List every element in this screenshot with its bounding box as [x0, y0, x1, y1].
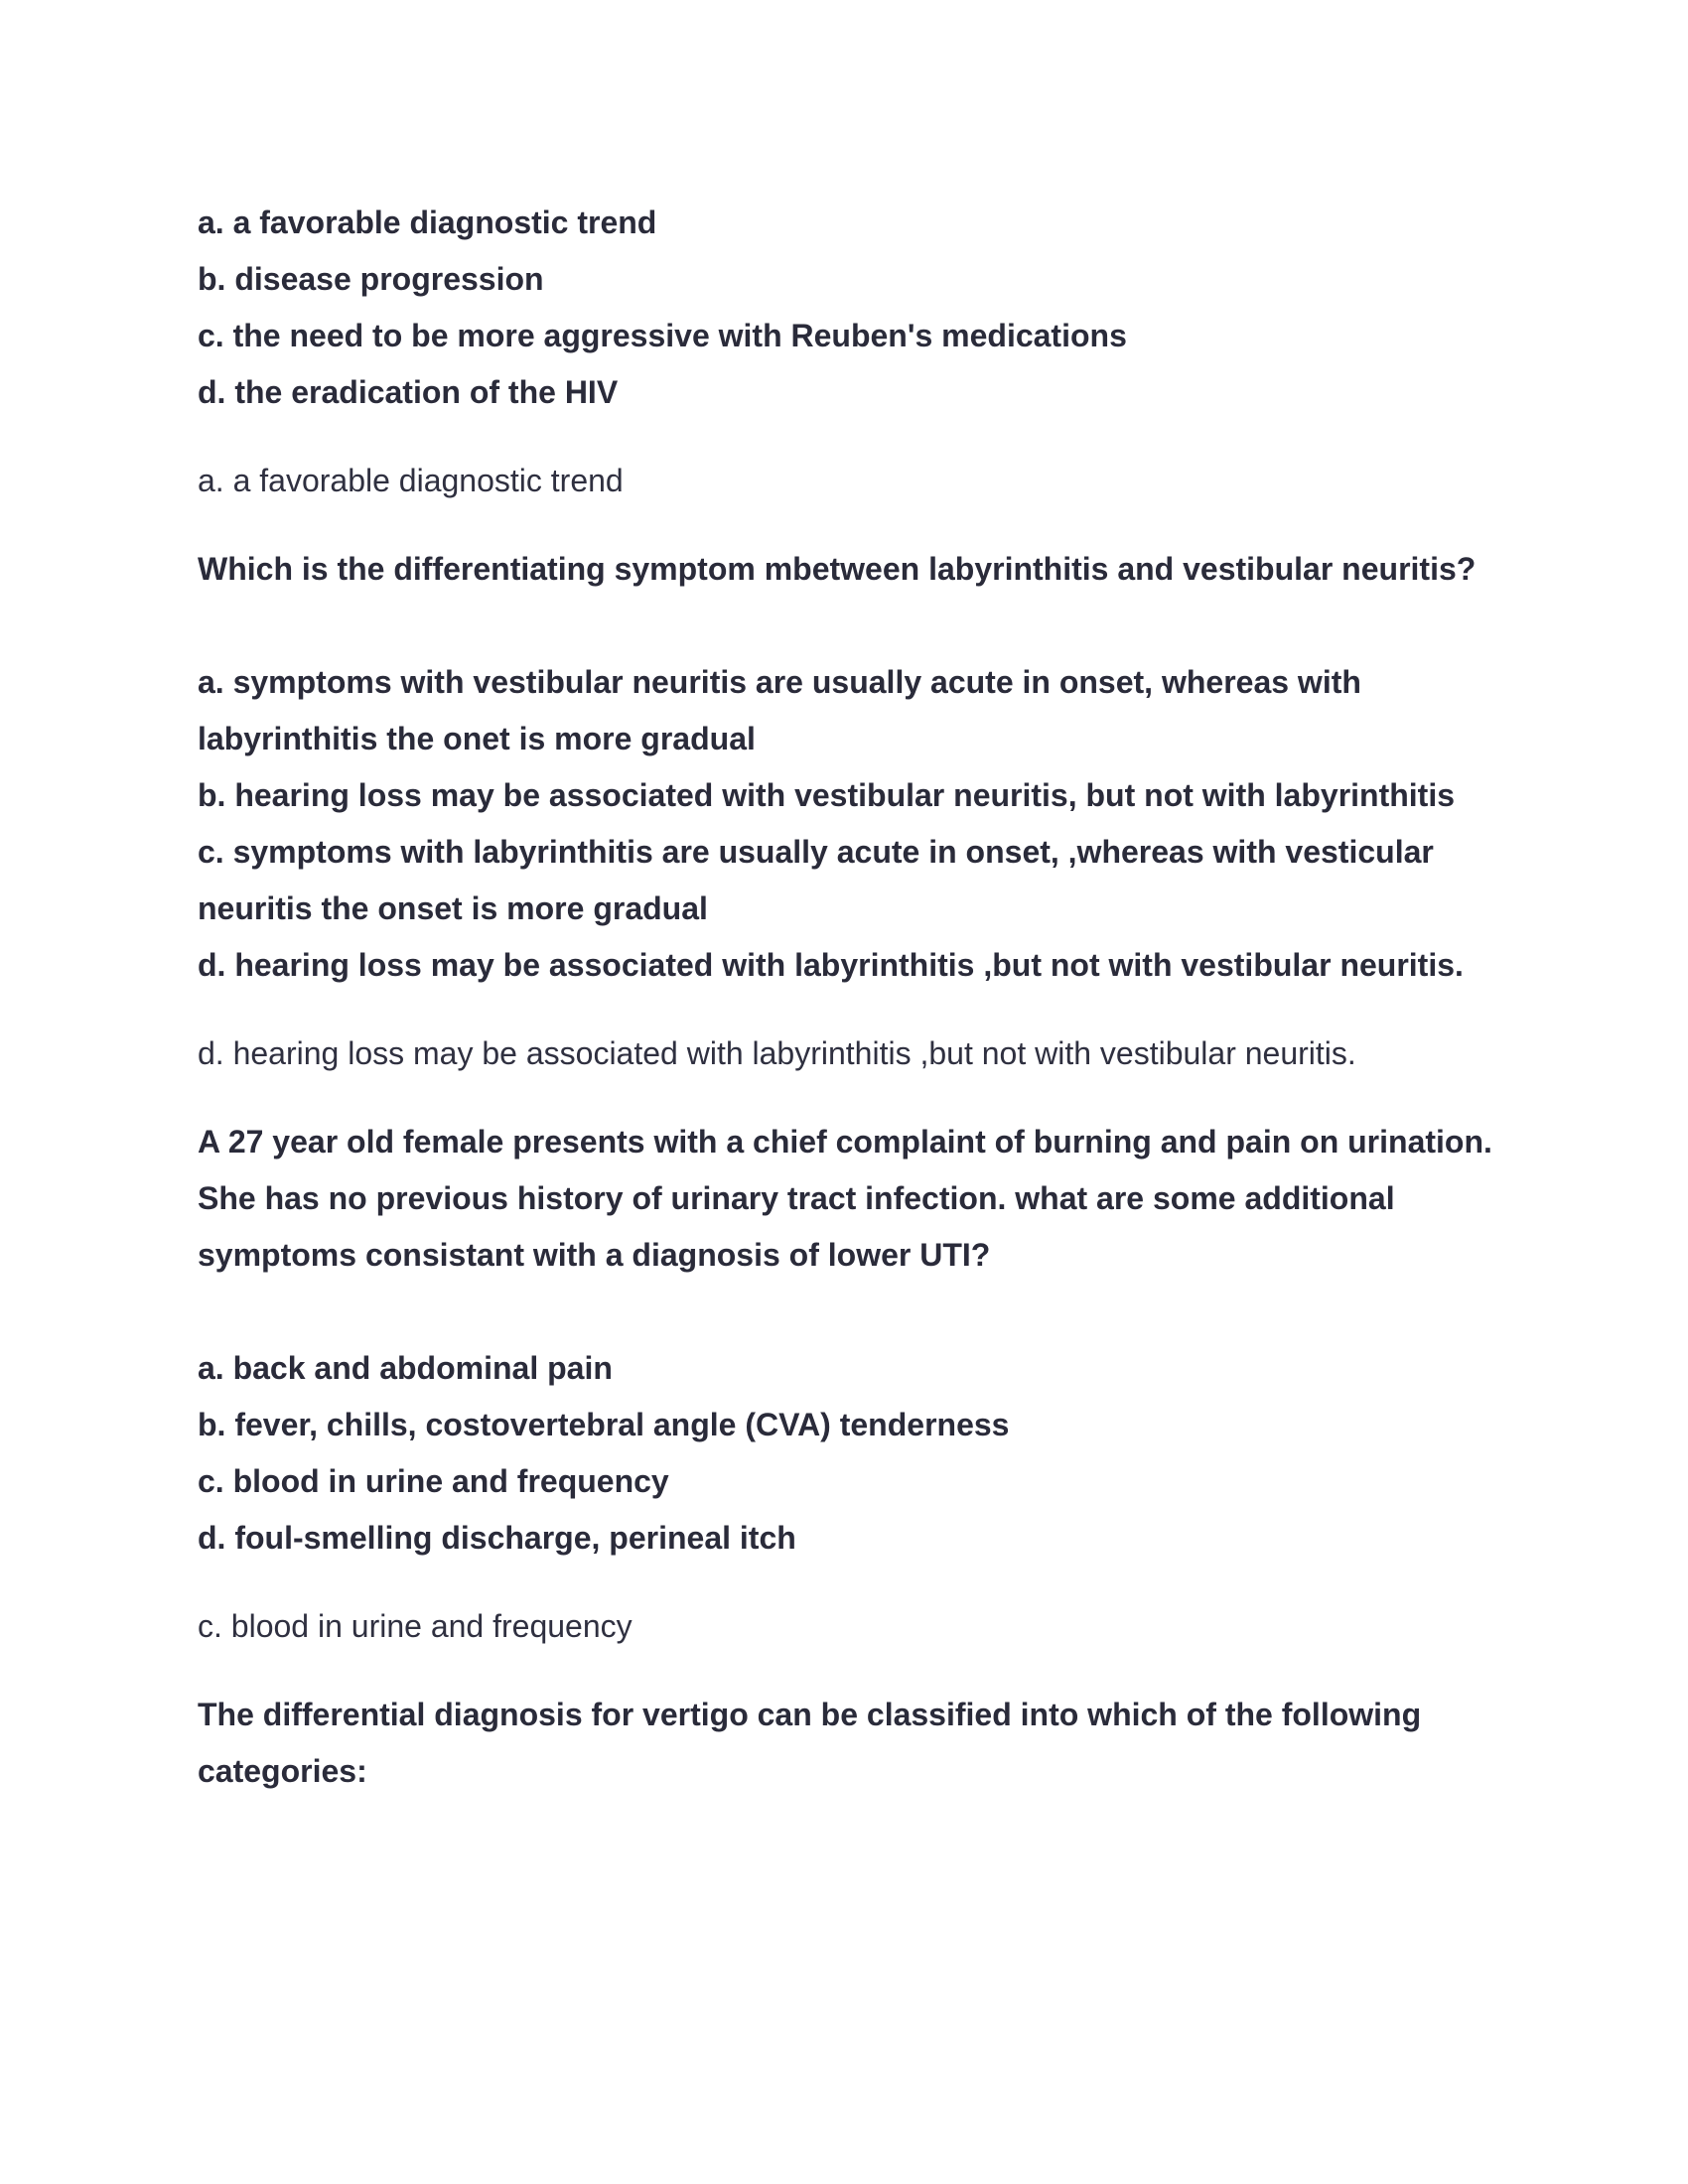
document-page — [198, 195, 1498, 1800]
q2-option-d: d. hearing loss may be associated with labyrinthitis ,but not with vestibular neuritis. — [198, 947, 1464, 983]
q2-option-a: a. symptoms with vestibular neuritis are usually acute in onset, whereas with labyrinthitis the onet is more gradual — [198, 664, 1361, 756]
q2-options — [198, 654, 1498, 994]
q3-option-c: c. blood in urine and frequency — [198, 1463, 669, 1499]
q1-answer: a. a favorable diagnostic trend — [198, 463, 624, 498]
q1-options — [198, 195, 1498, 421]
q1-option-d: d. the eradication of the HIV — [198, 374, 619, 410]
q3-option-b: b. fever, chills, costovertebral angle (CVA) tenderness — [198, 1407, 1010, 1442]
q3-question: A 27 year old female presents with a chief complaint of burning and pain on urination. She has no previous history of urinary tract infection. what are some additional symptoms consistant with a diagnosis of lower UTI? — [198, 1124, 1492, 1273]
q3-options — [198, 1340, 1498, 1567]
q3-answer: c. blood in urine and frequency — [198, 1608, 633, 1644]
q1-option-a: a. a favorable diagnostic trend — [198, 205, 657, 240]
q1-option-b: b. disease progression — [198, 261, 544, 297]
q2-option-c: c. symptoms with labyrinthitis are usually acute in onset, ,whereas with vesticular neuritis the onset is more gradual — [198, 834, 1434, 926]
q4-question: The differential diagnosis for vertigo can be classified into which of the following categories: — [198, 1697, 1422, 1789]
q2-question: Which is the differentiating symptom mbetween labyrinthitis and vestibular neuritis? — [198, 551, 1477, 587]
q2-answer: d. hearing loss may be associated with labyrinthitis ,but not with vestibular neuritis. — [198, 1035, 1356, 1071]
q1-option-c: c. the need to be more aggressive with Reuben's medications — [198, 318, 1127, 353]
q3-option-d: d. foul-smelling discharge, perineal itch — [198, 1520, 796, 1556]
q2-option-b: b. hearing loss may be associated with vestibular neuritis, but not with labyrinthitis — [198, 777, 1456, 813]
q3-option-a: a. back and abdominal pain — [198, 1350, 613, 1386]
